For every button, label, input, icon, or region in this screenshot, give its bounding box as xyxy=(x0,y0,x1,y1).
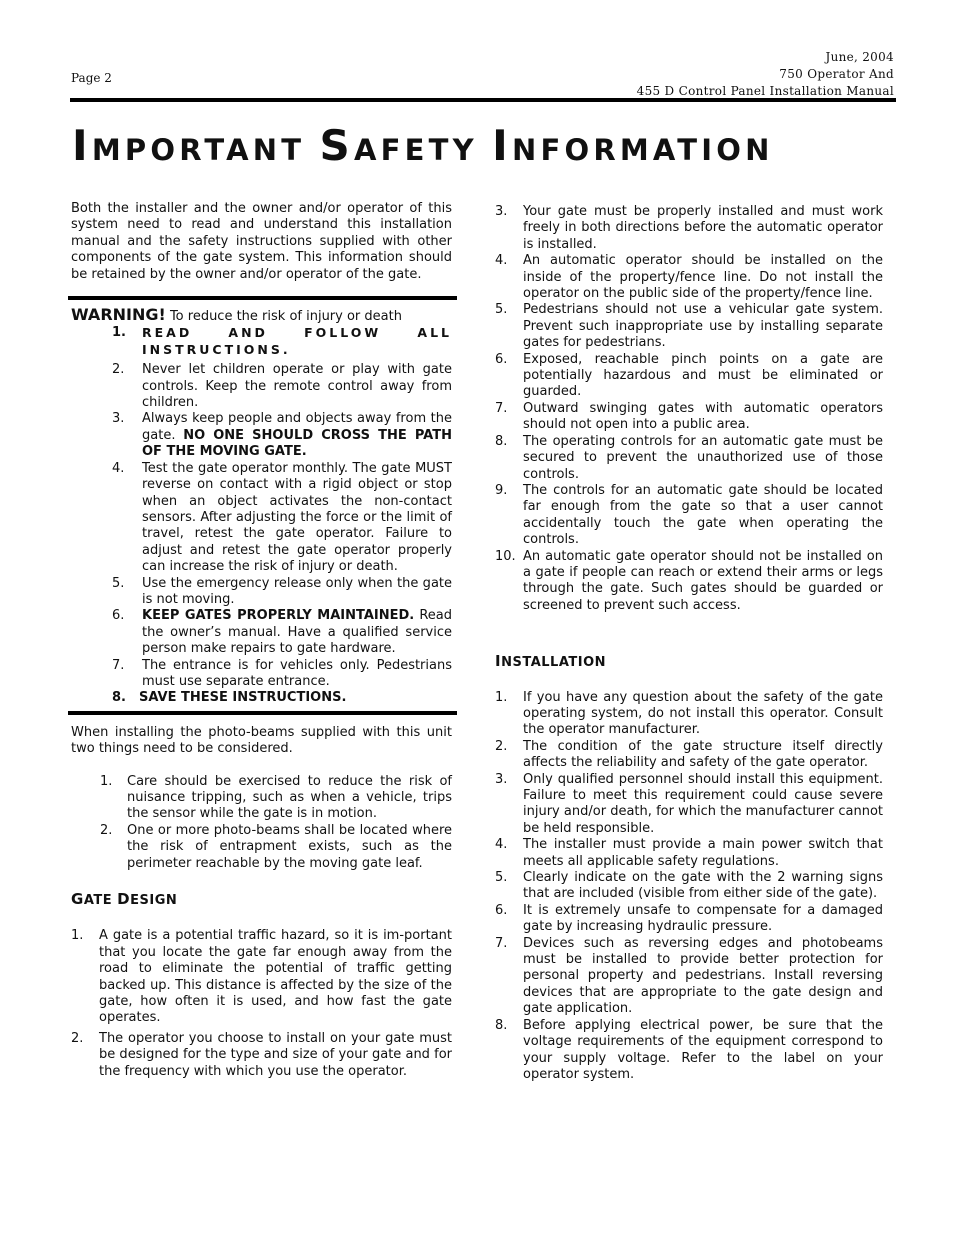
gate-design-list xyxy=(71,928,452,1080)
gate-design-list-continued xyxy=(495,204,883,614)
list-item: 5. Use the emergency release only when the gate is not moving. xyxy=(112,575,452,607)
warning-top-rule xyxy=(68,296,457,300)
list-item: 2. The operator you choose to install on your gate must be designed for the type and size of your gate and for the frequency with which you use the operator. xyxy=(71,1030,452,1079)
list-item: 3. Always keep people and objects away from the gate. NO ONE SHOULD CROSS THE PATH OF THE MOVING GATE. xyxy=(112,411,452,460)
list-item: 2. The condition of the gate structure itself directly affects the reliability and safety of the gate operator. xyxy=(495,738,883,771)
list-item: 10. An automatic gate operator should not be installed on a gate if people can reach or extend their arms or legs through the gate. Such gates should be guarded or screened to prevent such access. xyxy=(495,548,883,613)
installation-heading: INSTALLATION xyxy=(495,652,607,671)
list-item: 1. READ AND FOLLOW ALL INSTRUCTIONS. xyxy=(112,325,452,357)
list-item: 5. Clearly indicate on the gate with the 2 warning signs that are included (visible from either side of the gate). xyxy=(495,870,883,902)
header-product: 750 Operator And xyxy=(779,67,894,81)
list-item: 6. Exposed, reachable pinch points on a gate are potentially hazardous and must be eliminated or guarded. xyxy=(495,351,883,400)
list-item: 1. Care should be exercised to reduce the risk of nuisance tripping, such as when a vehicle, trips the sensor while the gate is in motion. xyxy=(100,773,452,822)
list-item: 1. A gate is a potential traffic hazard, so it is im-portant that you locate the gate far enough away from the road to eliminate the potential of traffic getting backed up. This distance is affected by the size of the gate, how often it is used, and how fast the gate operates. xyxy=(71,928,452,1026)
list-item: 7. Outward swinging gates with automatic operators should not open into a public area. xyxy=(495,400,883,433)
list-item: 1. If you have any question about the safety of the gate operating system, do not install this operator. Consult the operator manufacturer. xyxy=(495,689,883,738)
warning-list xyxy=(112,325,452,706)
list-item: 2. Never let children operate or play with gate controls. Keep the remote control away from children. xyxy=(112,362,452,411)
warning-label: WARNING! xyxy=(71,305,166,325)
list-item: 4. Test the gate operator monthly. The gate MUST reverse on contact with a rigid object or stop when an object activates the non-contact sensors. After adjusting the force or the limit of travel, retest the gate operator. Failure to adjust and retest the gate operator properly can increase the risk of injury or death. xyxy=(112,460,452,575)
list-item: 4. An automatic operator should be installed on the inside of the property/fence line. Do not install the operator on the public side of the property/fence line. xyxy=(495,253,883,302)
list-item: 3. Your gate must be properly installed and must work freely in both directions before the automatic operator is installed. xyxy=(495,204,883,252)
page-title: IMPORTANT SAFETY INFORMATION xyxy=(72,121,774,170)
photo-beam-intro: When installing the photo-beams supplied with this unit two things need to be considered. xyxy=(71,724,452,757)
photo-beam-list xyxy=(100,774,452,872)
list-item: 7. The entrance is for vehicles only. Pedestrians must use separate entrance. xyxy=(112,657,452,689)
warning-heading xyxy=(71,307,452,325)
list-item: 8. SAVE THESE INSTRUCTIONS. xyxy=(112,690,347,706)
list-item: 8. Before applying electrical power, be sure that the voltage requirements of the equipment correspond to your supply voltage. Refer to the label on your operator system. xyxy=(495,1017,883,1082)
list-item: 5. Pedestrians should not use a vehicular gate system. Prevent such inappropriate use by installing separate gates for pedestrians. xyxy=(495,302,883,351)
list-item: 7. Devices such as reversing edges and photobeams must be installed to provide better protection for personal property and pedestrians. Install reversing devices that are appropriate to the gate design and gate application. xyxy=(495,935,883,1017)
gate-design-heading: GATE DESIGN xyxy=(71,890,178,909)
header-manual: 455 D Control Panel Installation Manual xyxy=(636,84,894,98)
right-column xyxy=(495,204,883,1083)
warning-subtitle: To reduce the risk of injury or death xyxy=(169,309,402,325)
header-rule xyxy=(70,98,896,102)
list-item: 2. One or more photo-beams shall be located where the risk of entrapment exists, such as the perimeter reachable by the moving gate leaf. xyxy=(100,822,452,871)
left-column xyxy=(71,201,452,1080)
list-item: 9. The controls for an automatic gate should be located far enough from the gate so that a user cannot accidentally touch the gate when operating the controls. xyxy=(495,482,883,548)
intro-paragraph: Both the installer and the owner and/or operator of this system need to read and understand this installation manual and the safety instructions supplied with other components of the gate system. This information should be retained by the owner and/or operator of the gate. xyxy=(71,201,452,282)
installation-list xyxy=(495,690,883,1084)
document-header xyxy=(637,49,894,100)
list-item: 4. The installer must provide a main power switch that meets all applicable safety regulations. xyxy=(495,837,883,869)
header-date: June, 2004 xyxy=(825,50,894,64)
list-item: 8. The operating controls for an automatic gate must be secured to prevent the unauthorized use of those controls. xyxy=(495,433,883,482)
page-number: Page 2 xyxy=(71,71,112,85)
list-item: 3. Only qualified personnel should install this equipment. Failure to meet this requirement could cause severe injury and/or death, for which the manufacturer cannot be held responsible. xyxy=(495,771,883,836)
list-item: 6. KEEP GATES PROPERLY MAINTAINED. Read the owner’s manual. Have a qualified service person make repairs to gate hardware. xyxy=(112,608,452,657)
list-item: 6. It is extremely unsafe to compensate for a damaged gate by increasing hydraulic pressure. xyxy=(495,902,883,935)
warning-bottom-rule xyxy=(68,711,457,715)
